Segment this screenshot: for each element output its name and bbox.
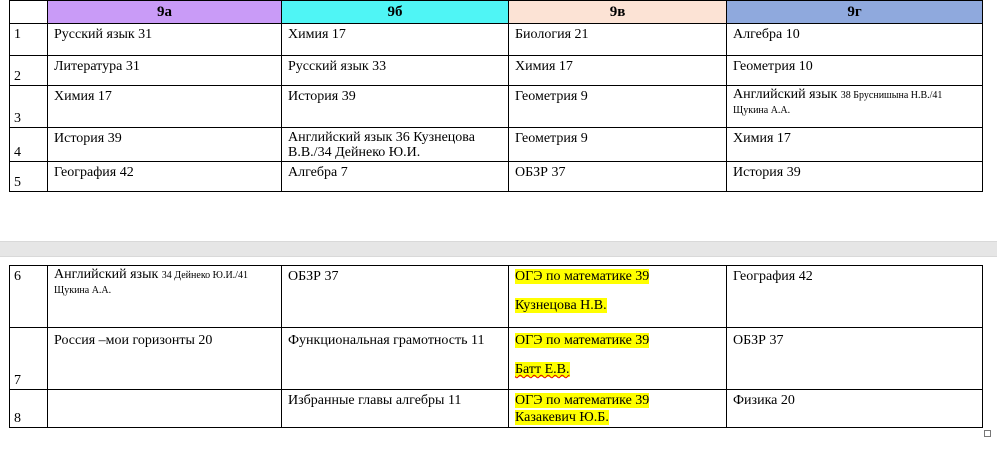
cell-9a: География 42 — [48, 162, 282, 192]
cell-9g: Химия 17 — [727, 128, 983, 162]
table-row — [10, 328, 983, 390]
cell-9v: Биология 21 — [509, 24, 727, 56]
header-9b: 9б — [282, 1, 509, 24]
cell-9v: Химия 17 — [509, 56, 727, 86]
table-row — [10, 24, 983, 56]
exam-subject: ОГЭ по математике 39 — [515, 333, 650, 348]
teachers-note: 38 Бруснишына Н.В./41 Щукина А.А. — [733, 90, 943, 116]
teacher-name: Казакевич Ю.Б. — [515, 410, 609, 425]
lesson-number: 5 — [10, 162, 48, 192]
page-break — [0, 241, 997, 257]
cell-9g: Геометрия 10 — [727, 56, 983, 86]
cell-9b: Русский язык 33 — [282, 56, 509, 86]
cell-9g: География 42 — [727, 266, 983, 328]
cell-9a: Химия 17 — [48, 86, 282, 128]
table-row — [10, 128, 983, 162]
cell-9a: Русский язык 31 — [48, 24, 282, 56]
cell-9v — [509, 390, 727, 428]
cell-9a: Литература 31 — [48, 56, 282, 86]
cell-9g: ОБЗР 37 — [727, 328, 983, 390]
lesson-number: 8 — [10, 390, 48, 428]
cell-9b: Алгебра 7 — [282, 162, 509, 192]
cell-9g — [727, 86, 983, 128]
cell-9b: История 39 — [282, 86, 509, 128]
cell-9b: Избранные главы алгебры 11 — [282, 390, 509, 428]
header-9v: 9в — [509, 1, 727, 24]
cell-9g: Физика 20 — [727, 390, 983, 428]
header-num-cell — [10, 1, 48, 24]
subject-name: Английский язык — [54, 267, 159, 282]
schedule-table-page1 — [9, 0, 983, 192]
lesson-number: 4 — [10, 128, 48, 162]
cell-9a: История 39 — [48, 128, 282, 162]
cell-9v — [509, 266, 727, 328]
teacher-name: Кузнецова Н.В. — [515, 298, 607, 313]
table-row — [10, 56, 983, 86]
header-9g: 9г — [727, 1, 983, 24]
exam-subject: ОГЭ по математике 39 — [515, 393, 650, 408]
cell-9g: Алгебра 10 — [727, 24, 983, 56]
subject-name: Английский язык — [733, 87, 838, 102]
schedule-table-page2 — [9, 265, 983, 428]
header-row — [10, 1, 983, 24]
cell-9b: Химия 17 — [282, 24, 509, 56]
lesson-number: 7 — [10, 328, 48, 390]
table-row — [10, 390, 983, 428]
cell-9a — [48, 390, 282, 428]
teachers-note: 34 Дейнеко Ю.И./41 Щукина А.А. — [54, 270, 248, 296]
table-row — [10, 162, 983, 192]
cell-9v — [509, 328, 727, 390]
table-resize-handle[interactable] — [984, 430, 991, 437]
cell-9v: Геометрия 9 — [509, 86, 727, 128]
cell-9v: ОБЗР 37 — [509, 162, 727, 192]
teacher-name: Батт Е.В. — [515, 362, 570, 377]
lesson-number: 2 — [10, 56, 48, 86]
cell-9a — [48, 266, 282, 328]
cell-9v: Геометрия 9 — [509, 128, 727, 162]
table-row — [10, 86, 983, 128]
cell-9b: Английский язык 36 Кузнецова В.В./34 Дейнеко Ю.И. — [282, 128, 509, 162]
header-9a: 9а — [48, 1, 282, 24]
table-row — [10, 266, 983, 328]
cell-9b: ОБЗР 37 — [282, 266, 509, 328]
cell-9a: Россия –мои горизонты 20 — [48, 328, 282, 390]
lesson-number: 1 — [10, 24, 48, 56]
exam-subject: ОГЭ по математике 39 — [515, 269, 650, 284]
cell-9g: История 39 — [727, 162, 983, 192]
cell-9b: Функциональная грамотность 11 — [282, 328, 509, 390]
lesson-number: 3 — [10, 86, 48, 128]
lesson-number: 6 — [10, 266, 48, 328]
